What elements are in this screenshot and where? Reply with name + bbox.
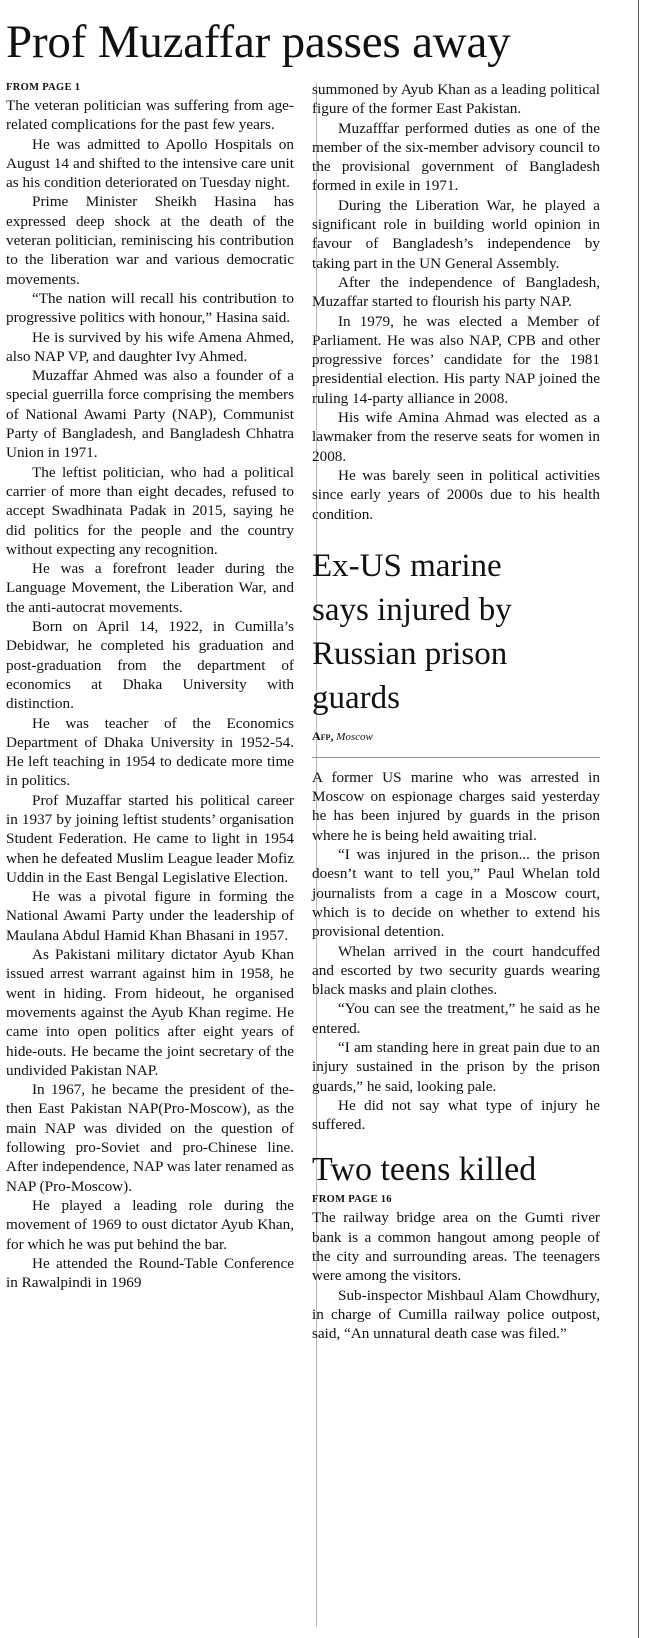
agency-name: Afp,: [312, 728, 334, 743]
body-paragraph: He was barely seen in political activities since early years of 2000s due to his health condition.: [312, 466, 600, 523]
body-paragraph: “You can see the treatment,” he said as he entered.: [312, 1000, 600, 1037]
page-edge-rule: [638, 0, 639, 1638]
body-paragraph: Muzaffar Ahmed was also a founder of a special guerrilla force comprising the members of National Awami Party (NAP), Communist Party of Bangladesh, and Bangladesh Chhatra Union in 1971.: [6, 367, 294, 462]
body-paragraph: His wife Amina Ahmad was elected as a lawmaker from the reserve seats for women in 2008.: [312, 409, 600, 465]
headline-line: guards: [312, 679, 400, 716]
dateline: [312, 728, 600, 745]
body-paragraph: The railway bridge area on the Gumti river bank is a common hangout among people of the city and surrounding areas. The teenagers were among the visitors.: [312, 1209, 600, 1285]
headline-line: says injured by: [312, 591, 512, 628]
body-paragraph: Born on April 14, 1922, in Cumilla’s Debidwar, he completed his graduation and post-graduation from the department of economics at Dhaka University with distinction.: [6, 618, 294, 713]
article-two-teens-killed: [312, 1150, 600, 1343]
byline-divider: [312, 757, 600, 758]
headline-ex-us-marine: [312, 544, 600, 720]
headline-two-teens-killed: Two teens killed: [312, 1151, 537, 1189]
kicker-from-page-16: FROM PAGE 16: [312, 1194, 392, 1206]
body-paragraph: Prime Minister Sheikh Hasina has expressed deep shock at the death of the veteran politician, reminiscing his contribution to the liberation war and various democratic movements.: [6, 193, 294, 288]
body-paragraph: Whelan arrived in the court handcuffed and escorted by two security guards wearing black masks and plain clothes.: [312, 942, 600, 999]
body-paragraph: He played a leading role during the movement of 1969 to oust dictator Ayub Khan, for which he was put behind the bar.: [6, 1196, 294, 1253]
kicker-from-page-1: FROM PAGE 1: [6, 82, 81, 93]
body-paragraph: A former US marine who was arrested in Moscow on espionage charges said yesterday he has been injured by guards in the prison where he is being held awaiting trial.: [312, 768, 600, 844]
body-paragraph: Prof Muzaffar started his political career in 1937 by joining leftist students’ organisation Student Federation. He came to light in 1954 when he defeated Muslim League leader Mofiz Uddin in the East Bengal Legislative Election.: [6, 791, 294, 886]
body-paragraph: He was teacher of the Economics Department of Dhaka University in 1952-54. He left teaching in 1954 to dedicate more time in politics.: [6, 714, 294, 790]
article-muzaffar-left-column: [6, 80, 294, 1292]
body-paragraph: “The nation will recall his contribution to progressive politics with honour,” Hasina said.: [6, 289, 294, 327]
body-paragraph: He was a forefront leader during the Language Movement, the Liberation War, and the anti-autocrat movements.: [6, 560, 294, 616]
body-paragraph: He attended the Round-Table Conference in Rawalpindi in 1969: [6, 1254, 294, 1292]
headline-line: Russian prison: [312, 635, 508, 672]
body-paragraph: In 1979, he was elected a Member of Parliament. He was also NAP, CPB and other progressive forces’ candidate for the 1981 presidential election. His party NAP joined the ruling 14-party alliance in 2008.: [312, 312, 600, 407]
body-paragraph: “I am standing here in great pain due to an injury sustained in the prison by the prison guards,” he said, looking pale.: [312, 1038, 600, 1095]
body-paragraph: Sub-inspector Mishbaul Alam Chowdhury, in charge of Cumilla railway police outpost, said, “An unnatural death case was filed.”: [312, 1286, 600, 1343]
body-paragraph: After the independence of Bangladesh, Muzaffar started to flourish his party NAP.: [312, 273, 600, 311]
body-paragraph: He was admitted to Apollo Hospitals on August 14 and shifted to the intensive care unit as his condition deteriorated on Tuesday night.: [6, 135, 294, 192]
body-paragraph: During the Liberation War, he played a significant role in building world opinion in favour of Bangladesh’s independence by taking part in the UN General Assembly.: [312, 196, 600, 272]
body-paragraph: He was a pivotal figure in forming the National Awami Party under the leadership of Maulana Abdul Hamid Khan Bhasani in 1957.: [6, 888, 294, 944]
body-paragraph: He did not say what type of injury he suffered.: [312, 1096, 600, 1134]
body-paragraph: summoned by Ayub Khan as a leading political figure of the former East Pakistan.: [312, 81, 600, 118]
body-paragraph: As Pakistani military dictator Ayub Khan issued arrest warrant against him in 1958, he went in hiding. From hideout, he organised movements against the Ayub Khan regime. He came into open politics after eight years of hide-outs. He became the joint secretary of the undivided Pakistan NAP.: [6, 946, 294, 1079]
body-paragraph: The leftist politician, who had a political carrier of more than eight decades, refused to accept Swadhinata Padak in 2015, saying he did politics for the people and the country without expecting any recognition.: [6, 463, 294, 558]
dateline-place: Moscow: [336, 730, 373, 743]
body-paragraph: “I was injured in the prison... the prison doesn’t want to tell you,” Paul Whelan told journalists from a cage in a Moscow court, which is to decide on whether to extend his provisional detention.: [312, 846, 600, 941]
headline-muzaffar: Prof Muzaffar passes away: [6, 16, 511, 68]
headline-line: Ex-US marine: [312, 547, 502, 584]
body-paragraph: The veteran politician was suffering from age-related complications for the past few years.: [6, 97, 294, 134]
body-paragraph: He is survived by his wife Amena Ahmed, also NAP VP, and daughter Ivy Ahmed.: [6, 328, 294, 365]
article-muzaffar-continuation: [312, 80, 600, 524]
right-column: [312, 80, 600, 1344]
article-ex-us-marine: [312, 544, 600, 1135]
body-paragraph: Muzafffar performed duties as one of the member of the six-member advisory council to the provisional government of Bangladesh formed in exile in 1971.: [312, 119, 600, 195]
body-paragraph: In 1967, he became the president of the-then East Pakistan NAP(Pro-Moscow), as the main NAP was divided on the question of following pro-Soviet and pro-Chinese line. After independence, NAP was later renamed as NAP (Pro-Moscow).: [6, 1081, 294, 1195]
